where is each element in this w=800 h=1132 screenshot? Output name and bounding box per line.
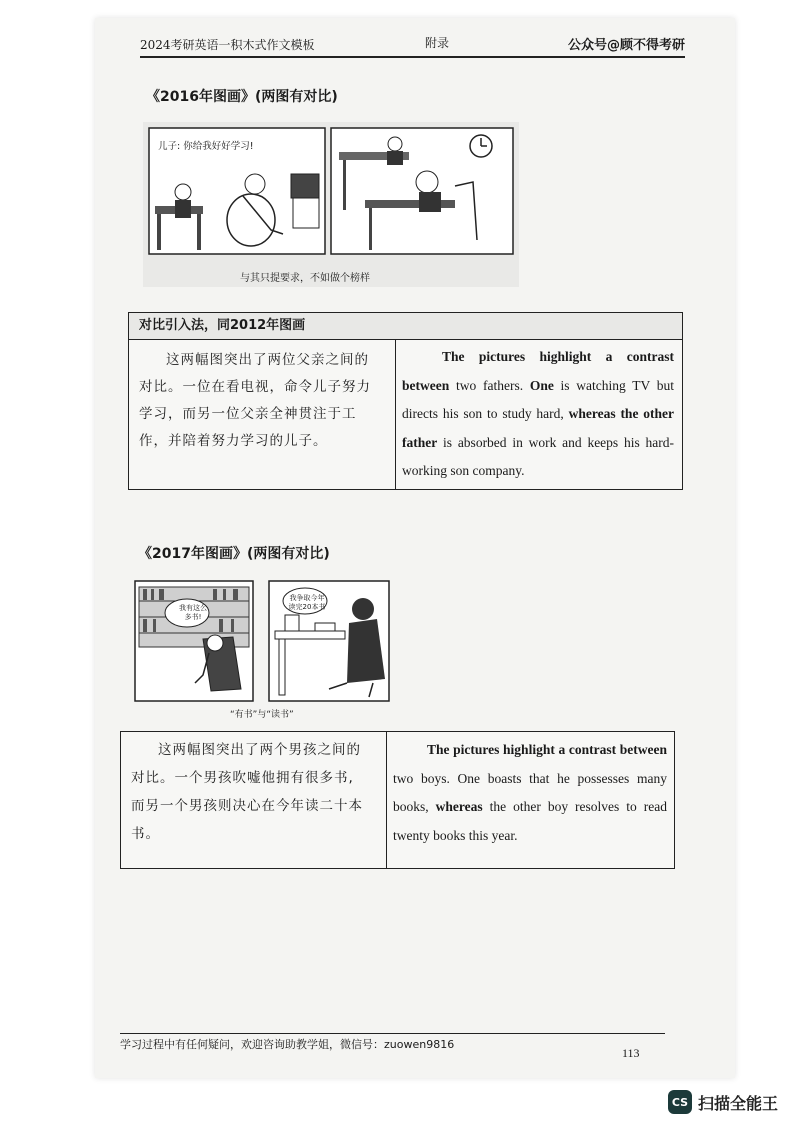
cn-line: 这两幅图突出了两位父亲之间的 [166, 352, 369, 368]
bubble-2017-right [288, 594, 326, 612]
table-heading: 对比引入法，同2012年图画 [129, 313, 682, 340]
en-bold: the other father [402, 406, 675, 450]
en-text: two boys. One boasts that he possesses many books, [393, 770, 667, 814]
caption-2017: “有书”与“读书” [230, 710, 294, 720]
cn-line: 学习，而另一位父亲全神贯注于工 [139, 406, 357, 422]
section-title-2016: 《2016年图画》(两图有对比) [146, 89, 338, 105]
caption-2016: 与其只提要求，不如做个榜样 [240, 273, 370, 284]
en-text: is watching TV but directs his son to study hard, [402, 377, 675, 421]
chinese-text-2016 [139, 347, 393, 455]
en-bold: between [619, 742, 668, 757]
illustration-2017 [133, 579, 391, 703]
column-divider [386, 732, 387, 868]
cn-line: 对比。一位在看电视，命令儿子努力 [139, 379, 371, 395]
scanner-brand [668, 1089, 778, 1115]
cn-line: 书。 [131, 826, 160, 842]
column-divider [395, 339, 396, 489]
cn-line: 对比。一个男孩吹嘘他拥有很多书, [131, 770, 354, 786]
footer-contact: 学习过程中有任何疑问，欢迎咨询助教学姐，微信号：zuowen9816 [120, 1038, 455, 1051]
bubble-left-text: 我有这么多书! [179, 604, 207, 621]
en-text: is absorbed in work and keeps his hard-working son company. [402, 434, 674, 478]
header-section: 附录 [425, 36, 450, 50]
header-book-title: 2024考研英语一积木式作文模板 [140, 38, 315, 52]
section-title-2017: 《2017年图画》(两图有对比) [138, 546, 330, 562]
bubble-2016-text: 儿子: 你给我好好学习! [158, 141, 254, 152]
bubble-right-text: 我争取今年读完20本书 [288, 594, 326, 611]
contrast-table-2016 [128, 312, 683, 490]
cartoon-2017-svg [133, 579, 391, 703]
brand-name: 扫描全能王 [698, 1093, 779, 1113]
bubble-2017-left [176, 604, 210, 622]
en-bold: The pictures highlight a contrast [427, 742, 617, 757]
cn-line: 而另一个男孩则决心在今年读二十本 [131, 798, 363, 814]
en-bold: The pictures highlight a contrast [442, 349, 674, 364]
page-header [140, 30, 685, 58]
english-text-2017 [393, 736, 667, 850]
en-bold: between [402, 377, 450, 393]
en-text: two fathers. [449, 377, 530, 393]
page-number: 113 [622, 1046, 640, 1060]
cn-line: 这两幅图突出了两个男孩之间的 [158, 742, 361, 758]
bubble-2016 [158, 140, 268, 153]
camscanner-logo-icon: CS [668, 1090, 692, 1114]
en-bold: whereas [568, 406, 616, 421]
cn-line: 作，并陪着努力学习的儿子。 [139, 433, 328, 449]
en-bold: One [529, 377, 554, 393]
contrast-table-2017 [120, 731, 675, 869]
en-bold: whereas [435, 799, 483, 814]
english-text-2016 [402, 343, 674, 486]
chinese-text-2017 [131, 736, 385, 848]
en-text: the other boy resolves to read twenty books this year. [393, 799, 667, 843]
page-footer [120, 1033, 665, 1052]
header-account: 公众号@顾不得考研 [567, 38, 685, 53]
